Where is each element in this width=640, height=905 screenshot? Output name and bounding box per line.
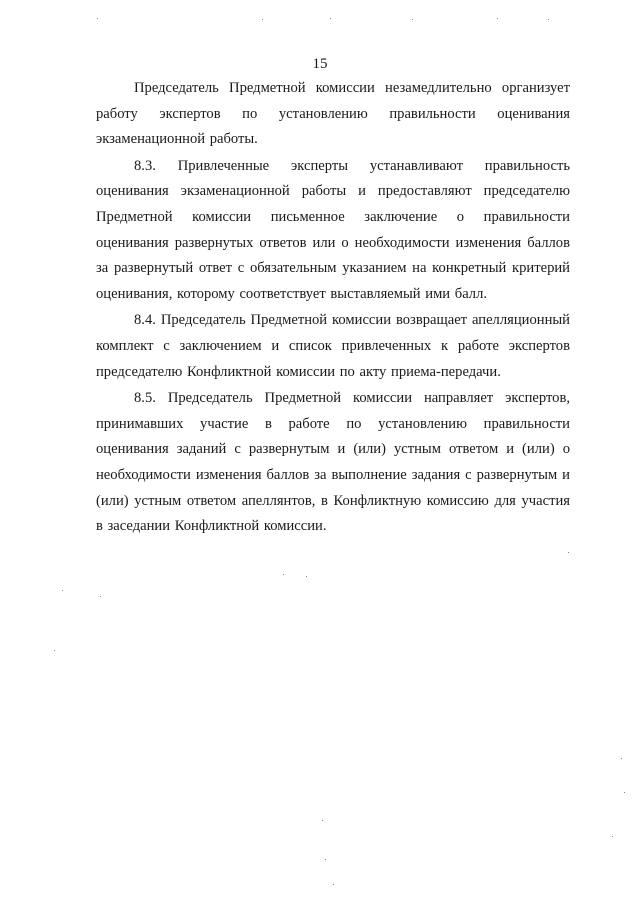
- scan-speck: [54, 650, 55, 651]
- paragraph-intro: Председатель Предметной комиссии незамедлительно организует работу экспертов по установлению правильности оценивания экзаменационной работы.: [96, 80, 570, 148]
- scan-speck: [621, 758, 622, 759]
- page-number: 15: [312, 56, 328, 72]
- scan-speck: [412, 19, 413, 20]
- paragraph-8-5: 8.5. Председатель Предметной комиссии направляет экспертов, принимавших участие в работе по установлению правильности оценивания заданий с развернутым и (или) устным ответом и (или) о необходимости изменения баллов за выполнение задания с развернутым и (или) устным ответом апеллянтов, в Конфликтную комиссию для участия в заседании Конфликтной комиссии.: [96, 390, 570, 535]
- scan-speck: [624, 792, 625, 793]
- scan-speck: [62, 590, 63, 591]
- scan-speck: [306, 576, 307, 577]
- scan-speck: [612, 836, 613, 837]
- paragraph-8-4: 8.4. Председатель Предметной комиссии возвращает апелляционный комплект с заключением и список привлеченных к работе экспертов председателю Конфликтной комиссии по акту приема-передачи.: [96, 312, 570, 380]
- scan-speck: [100, 596, 101, 597]
- paragraph-8-3: 8.3. Привлеченные эксперты устанавливают правильность оценивания экзаменационной работы и предоставляют председателю Предметной комиссии письменное заключение о правильности оценивания развернутых ответов или о необходимости изменения баллов за развернутый ответ с обязательным указанием на конкретный критерий оценивания, которому соответствует выставляемый ими балл.: [96, 157, 570, 302]
- scan-speck: [322, 820, 323, 821]
- scan-speck: [497, 18, 498, 19]
- scan-speck: [568, 552, 569, 553]
- scan-speck: [283, 574, 284, 575]
- scan-speck: [97, 18, 98, 19]
- scan-speck: [330, 18, 331, 19]
- scan-speck: [333, 884, 334, 885]
- document-body: [96, 76, 570, 540]
- scan-speck: [548, 19, 549, 20]
- scan-speck: [262, 19, 263, 20]
- scan-speck: [325, 859, 326, 860]
